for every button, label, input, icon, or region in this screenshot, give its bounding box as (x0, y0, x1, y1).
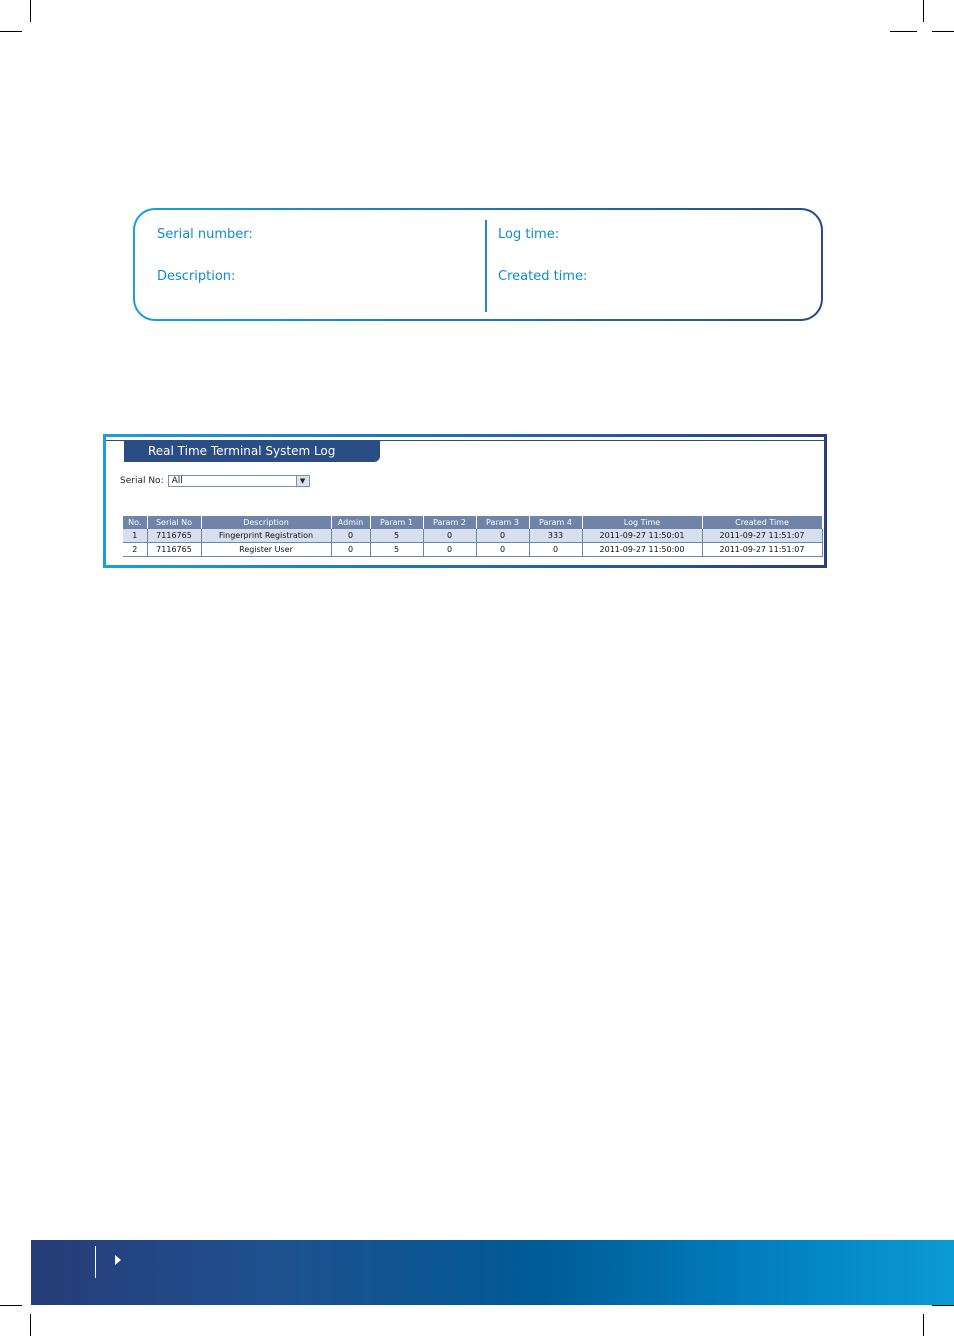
serial-number-label: Serial number: (157, 227, 253, 242)
column-header[interactable]: No. (123, 516, 147, 529)
table-cell: 0 (331, 543, 370, 557)
crop-mark (923, 0, 924, 22)
table-cell: Fingerprint Registration (201, 529, 331, 543)
column-header[interactable]: Param 2 (423, 516, 476, 529)
table-cell: 7116765 (147, 529, 201, 543)
crop-mark (30, 1314, 31, 1336)
serial-select[interactable] (168, 475, 310, 487)
table-cell: 1 (123, 529, 147, 543)
table-cell: 0 (331, 529, 370, 543)
crop-mark (0, 31, 22, 32)
footer-band (31, 1240, 954, 1305)
serial-filter (120, 475, 310, 487)
table-cell: 0 (423, 543, 476, 557)
table-cell: 0 (476, 529, 529, 543)
serial-select-value: All (171, 476, 183, 486)
column-header[interactable]: Param 1 (370, 516, 423, 529)
column-header[interactable]: Serial No (147, 516, 201, 529)
system-log-screenshot (103, 434, 827, 568)
table-cell: 5 (370, 543, 423, 557)
table-cell: 0 (476, 543, 529, 557)
table-cell: 333 (529, 529, 582, 543)
table-cell: 2011-09-27 11:50:01 (582, 529, 702, 543)
created-time-label: Created time: (498, 269, 588, 284)
table-row[interactable] (123, 529, 822, 543)
table-cell: 5 (370, 529, 423, 543)
table-cell: 0 (423, 529, 476, 543)
info-divider (485, 220, 487, 312)
column-header[interactable]: Param 4 (529, 516, 582, 529)
crop-mark (0, 1305, 22, 1306)
log-time-label: Log time: (498, 227, 560, 242)
column-header[interactable]: Log Time (582, 516, 702, 529)
crop-mark (932, 1305, 954, 1306)
crop-mark (923, 1314, 924, 1336)
column-header[interactable]: Param 3 (476, 516, 529, 529)
crop-mark (890, 31, 917, 32)
table-cell: 0 (529, 543, 582, 557)
page-title: Real Time Terminal System Log (124, 440, 380, 462)
chevron-down-icon[interactable]: ▼ (296, 476, 309, 486)
description-label: Description: (157, 269, 236, 284)
table-cell: 2011-09-27 11:50:00 (582, 543, 702, 557)
crop-mark (932, 31, 954, 32)
table-cell: 2 (123, 543, 147, 557)
table-cell: 2011-09-27 11:51:07 (702, 543, 822, 557)
column-header[interactable]: Description (201, 516, 331, 529)
log-table (123, 516, 823, 557)
footer-divider (95, 1246, 96, 1278)
log-fields-box (133, 208, 823, 321)
table-cell: 2011-09-27 11:51:07 (702, 529, 822, 543)
crop-mark (30, 0, 31, 22)
play-arrow-icon (115, 1255, 121, 1265)
column-header[interactable]: Admin (331, 516, 370, 529)
serial-filter-label: Serial No: (120, 476, 164, 486)
table-header-row (123, 516, 822, 529)
table-cell: 7116765 (147, 543, 201, 557)
table-row[interactable] (123, 543, 822, 557)
table-cell: Register User (201, 543, 331, 557)
column-header[interactable]: Created Time (702, 516, 822, 529)
